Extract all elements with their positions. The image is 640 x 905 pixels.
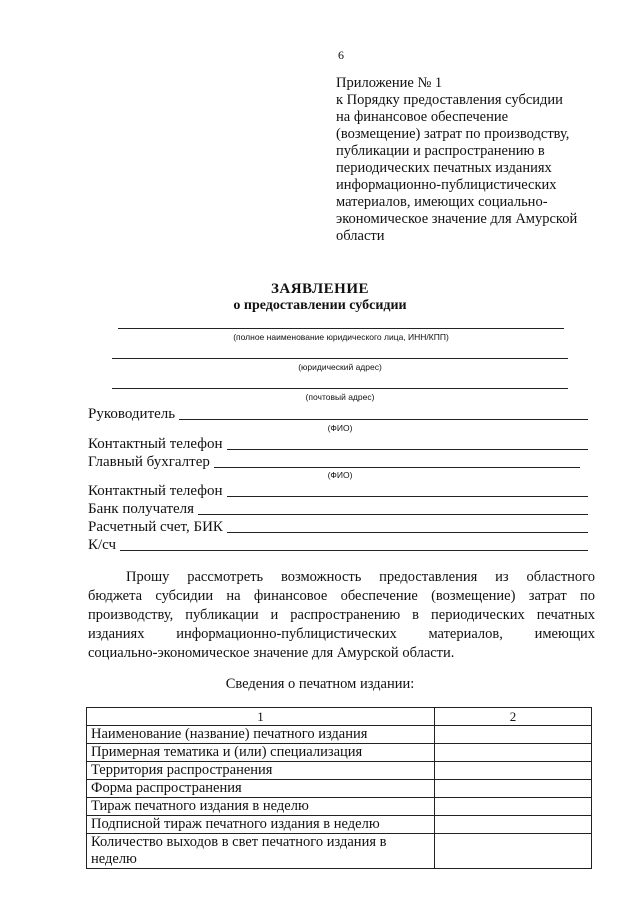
- appendix-line: экономическое значение для Амурской: [336, 211, 578, 227]
- appendix-line: периодических печатных изданиях: [336, 160, 552, 176]
- row-value-cell[interactable]: [435, 834, 592, 869]
- fio-caption-2: (ФИО): [327, 470, 353, 480]
- row-label-line: неделю: [91, 851, 137, 867]
- head-field[interactable]: [88, 405, 588, 423]
- appendix-line: области: [336, 228, 385, 244]
- publication-info-table: [86, 707, 592, 869]
- row-label: Форма распространения: [87, 780, 435, 798]
- row-label-line: Количество выходов в свет печатного издания в: [91, 834, 387, 850]
- table-header-col2: 2: [435, 708, 592, 726]
- phone2-field[interactable]: [88, 482, 588, 500]
- full-name-line[interactable]: [118, 328, 564, 329]
- table-row: [87, 744, 592, 762]
- row-value-cell[interactable]: [435, 762, 592, 780]
- appendix-line: информационно-публицистических: [336, 177, 557, 193]
- row-value-cell[interactable]: [435, 726, 592, 744]
- appendix-line: (возмещение) затрат по производству,: [336, 126, 570, 142]
- accountant-field[interactable]: [88, 453, 580, 471]
- account-label: Расчетный счет, БИК: [88, 519, 223, 535]
- table-row: [87, 726, 592, 744]
- table-header-col1: 1: [87, 708, 435, 726]
- request-line: Прошу рассмотреть возможность предоставления из областного: [126, 569, 595, 585]
- fio-caption-1: (ФИО): [327, 423, 353, 433]
- table-row: [87, 780, 592, 798]
- appendix-line: публикации и распространению в: [336, 143, 545, 159]
- section-title: Сведения о печатном издании:: [225, 676, 415, 692]
- phone1-label: Контактный телефон: [88, 436, 223, 452]
- phone2-label: Контактный телефон: [88, 483, 223, 499]
- row-value-cell[interactable]: [435, 744, 592, 762]
- bank-field[interactable]: [88, 500, 588, 518]
- appendix-line: к Порядку предоставления субсидии: [336, 92, 563, 108]
- table-row: [87, 798, 592, 816]
- appendix-note: [336, 75, 626, 245]
- document-title: ЗАЯВЛЕНИЕ: [270, 281, 370, 297]
- document-subtitle: о предоставлении субсидии: [233, 298, 407, 313]
- postal-address-caption: (почтовый адрес): [305, 392, 375, 402]
- ks-label: К/сч: [88, 537, 117, 553]
- bank-label: Банк получателя: [88, 501, 195, 517]
- row-value-cell[interactable]: [435, 798, 592, 816]
- row-label: Наименование (название) печатного издания: [87, 726, 435, 744]
- ks-field[interactable]: [88, 536, 588, 554]
- request-line: бюджета субсидии на финансовое обеспечение (возмещение) затрат по: [88, 588, 595, 604]
- head-label: Руководитель: [88, 406, 176, 422]
- request-line: производству, публикации и распространению в периодических печатных: [88, 607, 595, 623]
- postal-address-line[interactable]: [112, 388, 568, 389]
- accountant-label: Главный бухгалтер: [88, 454, 210, 470]
- row-label: Подписной тираж печатного издания в неделю: [87, 816, 435, 834]
- page-number: 6: [338, 48, 344, 62]
- full-name-caption: (полное наименование юридического лица, ИНН/КПП): [233, 332, 449, 342]
- row-label: Тираж печатного издания в неделю: [87, 798, 435, 816]
- request-paragraph: [88, 568, 595, 663]
- request-line: социально-экономическое значение для Амурской области.: [88, 645, 455, 661]
- row-label: Примерная тематика и (или) специализация: [87, 744, 435, 762]
- row-label-multiline: [87, 834, 435, 869]
- account-field[interactable]: [88, 518, 588, 536]
- table-row: [87, 816, 592, 834]
- legal-address-caption: (юридический адрес): [298, 362, 382, 372]
- table-row: [87, 834, 592, 869]
- phone1-field[interactable]: [88, 435, 588, 453]
- appendix-line: материалов, имеющих социально-: [336, 194, 548, 210]
- row-value-cell[interactable]: [435, 816, 592, 834]
- legal-address-line[interactable]: [112, 358, 568, 359]
- appendix-line: на финансовое обеспечение: [336, 109, 509, 125]
- table-row: [87, 762, 592, 780]
- table-header-row: [87, 708, 592, 726]
- request-line: изданиях информационно-публицистических материалов, имеющих: [88, 626, 595, 642]
- appendix-line: Приложение № 1: [336, 75, 443, 91]
- row-label: Территория распространения: [87, 762, 435, 780]
- row-value-cell[interactable]: [435, 780, 592, 798]
